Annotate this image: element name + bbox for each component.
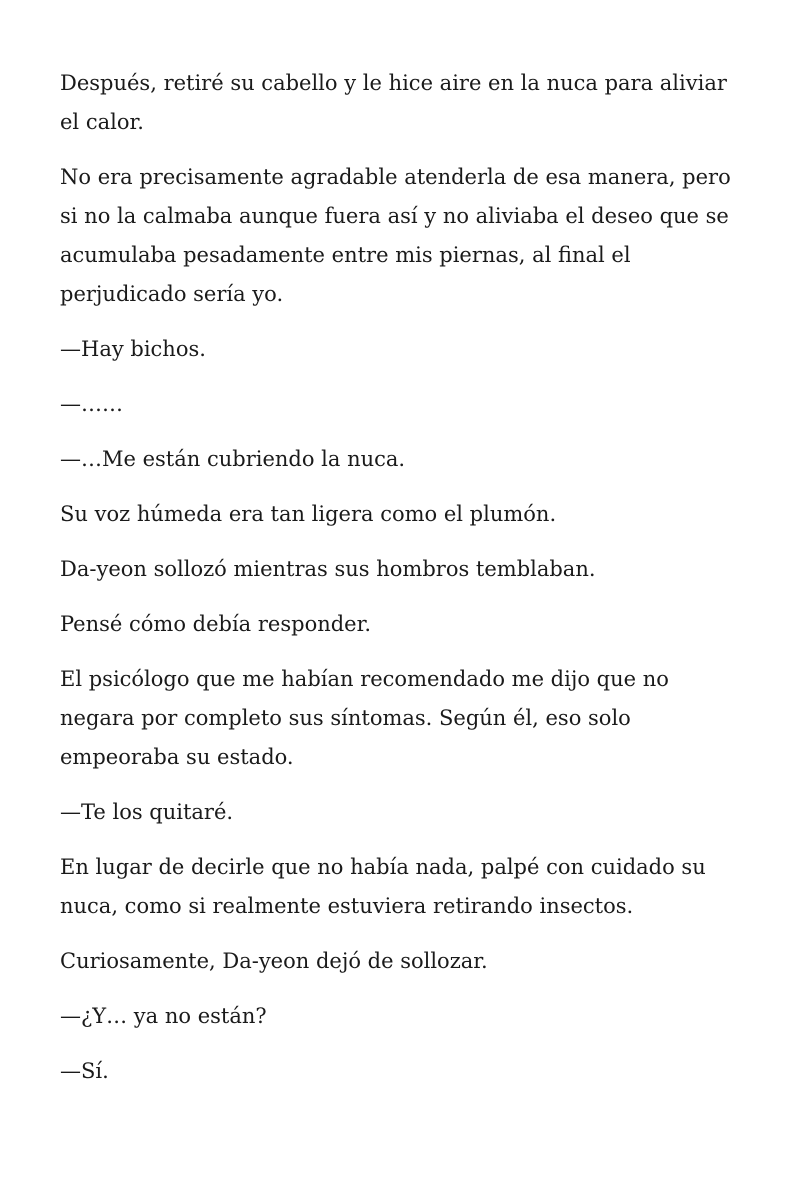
dialogue-line-3: —…Me están cubriendo la nuca. bbox=[60, 447, 406, 471]
paragraph-8: Curiosamente, Da-yeon dejó de sollozar. bbox=[60, 949, 488, 973]
dialogue-line-4: —Te los quitaré. bbox=[60, 800, 234, 824]
dialogue-line-6: —Sí. bbox=[60, 1059, 109, 1083]
paragraph-4: Da-yeon sollozó mientras sus hombros temblaban. bbox=[60, 557, 596, 581]
paragraph-5: Pensé cómo debía responder. bbox=[60, 612, 372, 636]
paragraph-7: En lugar de decirle que no había nada, palpé con cuidado su nuca, como si realmente estuviera retirando insectos. bbox=[60, 855, 706, 918]
paragraph-1: Después, retiré su cabello y le hice aire en la nuca para aliviar el calor. bbox=[60, 71, 727, 134]
paragraph-6: El psicólogo que me habían recomendado me dijo que no negara por completo sus síntomas. Según él, eso solo empeoraba su estado. bbox=[60, 667, 669, 769]
reading-page bbox=[60, 64, 745, 1107]
dialogue-line-5: —¿Y… ya no están? bbox=[60, 1004, 267, 1028]
paragraph-2: No era precisamente agradable atenderla de esa manera, pero si no la calmaba aunque fuera así y no aliviaba el deseo que se acumulaba pesadamente entre mis piernas, al final el perjudicado sería yo. bbox=[60, 165, 731, 306]
paragraph-3: Su voz húmeda era tan ligera como el plumón. bbox=[60, 502, 557, 526]
dialogue-line-2: —…… bbox=[60, 392, 123, 416]
dialogue-line-1: —Hay bichos. bbox=[60, 337, 206, 361]
